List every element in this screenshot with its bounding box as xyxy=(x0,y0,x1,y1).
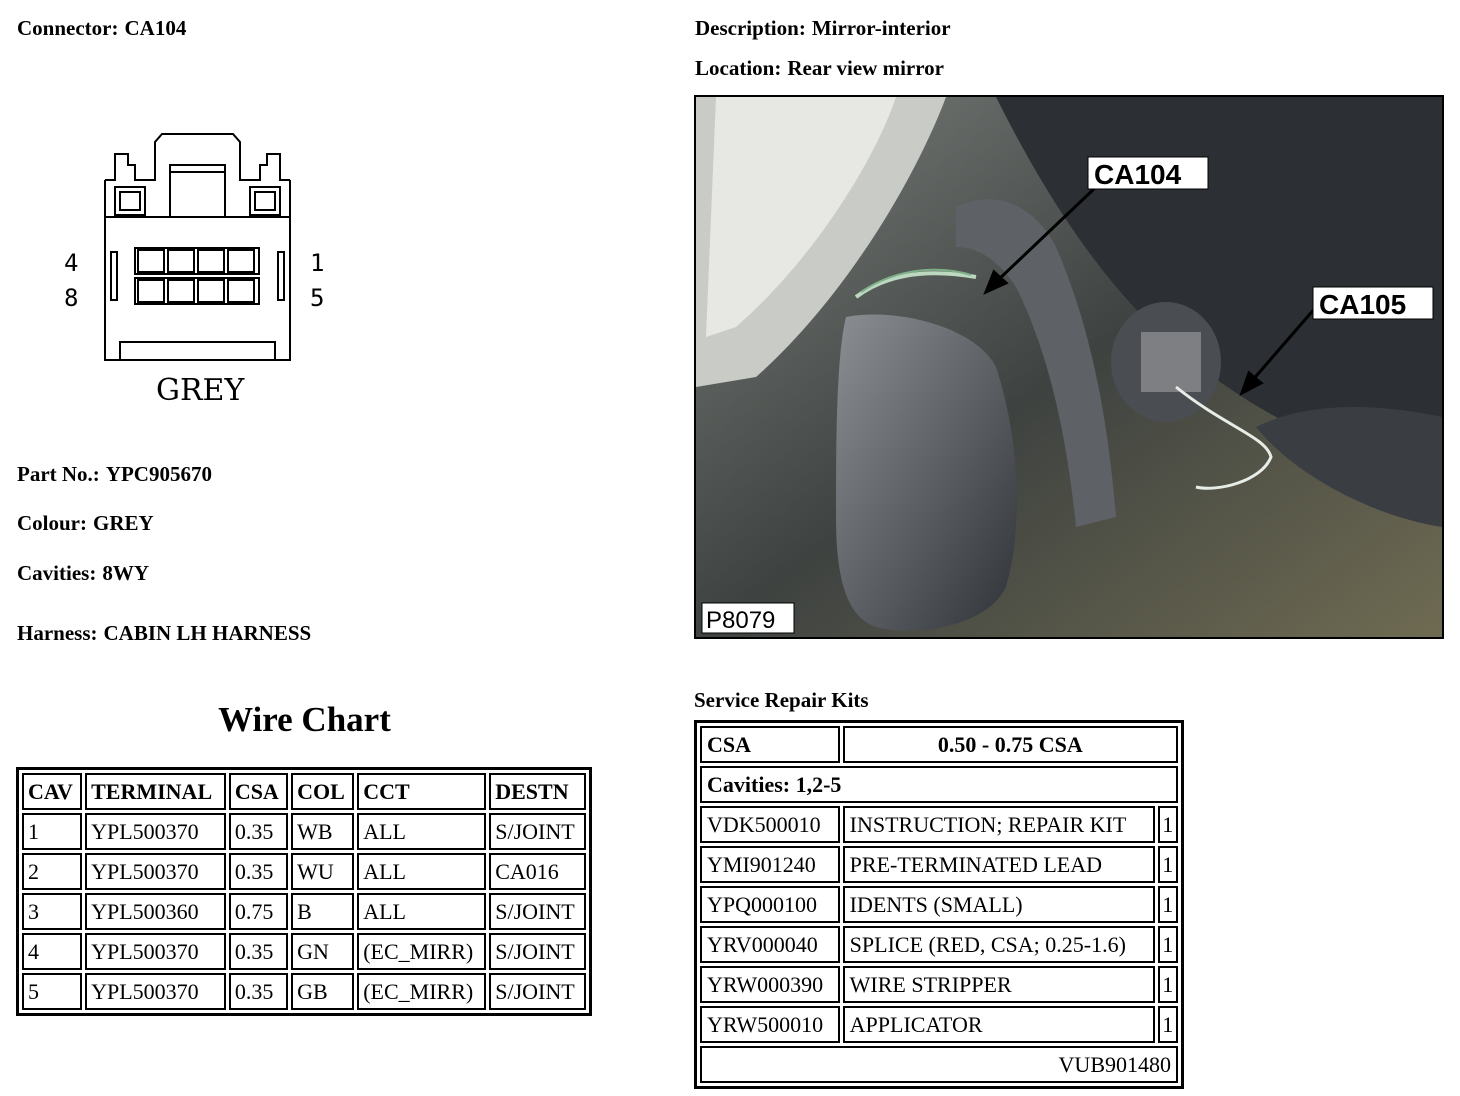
wire-chart-cell: CA016 xyxy=(489,853,586,890)
callout-ca105: CA105 xyxy=(1319,289,1407,320)
wire-chart-row xyxy=(22,813,586,850)
wire-chart-cell: YPL500360 xyxy=(85,893,226,930)
kit-part-number: YRW000390 xyxy=(700,966,840,1003)
kit-quantity: 1 xyxy=(1158,806,1178,843)
cavity-cell xyxy=(168,250,194,272)
wire-chart-cell: 0.75 xyxy=(229,893,288,930)
wire-chart-cell: YPL500370 xyxy=(85,853,226,890)
service-kits-table xyxy=(694,720,1184,1089)
wire-chart-header-cell: COL xyxy=(291,773,354,810)
wire-chart-cell: GB xyxy=(291,973,354,1010)
service-kits-title: Service Repair Kits xyxy=(694,688,869,712)
cavity-cell xyxy=(228,280,254,302)
pin-label-4: 4 xyxy=(64,249,79,277)
wire-chart-header-cell: TERMINAL xyxy=(85,773,226,810)
cavity-cell xyxy=(168,280,194,302)
kit-item-row xyxy=(700,966,1178,1003)
wire-chart-cell: WB xyxy=(291,813,354,850)
wire-chart-row xyxy=(22,933,586,970)
cavities: Cavities: 8WY xyxy=(17,561,149,585)
kit-cavities: Cavities: 1,2-5 xyxy=(700,766,1178,803)
wire-chart-cell: 1 xyxy=(22,813,82,850)
wire-chart-title: Wire Chart xyxy=(218,700,391,739)
wire-chart-row xyxy=(22,893,586,930)
cavity-cell xyxy=(138,250,164,272)
wire-chart-cell: S/JOINT xyxy=(489,973,586,1010)
kit-quantity: 1 xyxy=(1158,926,1178,963)
wire-chart-cell: 0.35 xyxy=(229,933,288,970)
wire-chart-row xyxy=(22,853,586,890)
kit-description: SPLICE (RED, CSA; 0.25-1.6) xyxy=(843,926,1155,963)
wire-chart-cell: WU xyxy=(291,853,354,890)
wire-chart-cell: (EC_MIRR) xyxy=(357,973,486,1010)
wire-chart-cell: S/JOINT xyxy=(489,813,586,850)
cavity-cell xyxy=(138,280,164,302)
kit-part-number: YRV000040 xyxy=(700,926,840,963)
wire-chart-cell: ALL xyxy=(357,813,486,850)
cavity-cell xyxy=(198,280,224,302)
kit-description: IDENTS (SMALL) xyxy=(843,886,1155,923)
wire-chart-cell: ALL xyxy=(357,893,486,930)
part-number: Part No.: YPC905670 xyxy=(17,462,212,486)
connector-colour-text: GREY xyxy=(156,373,245,408)
wire-chart-cell: 4 xyxy=(22,933,82,970)
kit-item-row xyxy=(700,1006,1178,1043)
wire-chart-header-cell: DESTN xyxy=(489,773,586,810)
wire-chart-cell: 0.35 xyxy=(229,813,288,850)
kit-quantity: 1 xyxy=(1158,966,1178,1003)
pin-label-5: 5 xyxy=(310,284,325,312)
cavity-cell xyxy=(198,250,224,272)
wire-chart-cell: 0.35 xyxy=(229,853,288,890)
kit-description: PRE-TERMINATED LEAD xyxy=(843,846,1155,883)
kit-quantity: 1 xyxy=(1158,1006,1178,1043)
wire-chart-cell: 2 xyxy=(22,853,82,890)
pin-label-8: 8 xyxy=(64,284,79,312)
description-label: Description: Mirror-interior xyxy=(695,16,951,40)
wire-chart-cell: 0.35 xyxy=(229,973,288,1010)
wire-chart-row xyxy=(22,973,586,1010)
kit-footer-row xyxy=(700,1046,1178,1083)
cavities-row xyxy=(700,766,1178,803)
wire-chart-cell: ALL xyxy=(357,853,486,890)
kit-description: APPLICATOR xyxy=(843,1006,1155,1043)
wire-chart-cell: YPL500370 xyxy=(85,933,226,970)
kit-footer-part: VUB901480 xyxy=(700,1046,1178,1083)
wire-chart-table xyxy=(16,767,592,1016)
wire-chart-cell: 5 xyxy=(22,973,82,1010)
wire-chart-cell: 3 xyxy=(22,893,82,930)
csa-label: CSA xyxy=(700,726,840,763)
colour: Colour: GREY xyxy=(17,511,154,535)
kit-description: INSTRUCTION; REPAIR KIT xyxy=(843,806,1155,843)
wire-chart-cell: B xyxy=(291,893,354,930)
csa-value: 0.50 - 0.75 CSA xyxy=(843,726,1178,763)
wire-chart-header-row xyxy=(22,773,586,810)
wire-chart-cell: S/JOINT xyxy=(489,893,586,930)
wire-chart-cell: YPL500370 xyxy=(85,813,226,850)
kit-quantity: 1 xyxy=(1158,846,1178,883)
callout-ca104: CA104 xyxy=(1094,159,1182,190)
connector-label: Connector: CA104 xyxy=(17,16,187,40)
wire-chart-header-cell: CAV xyxy=(22,773,82,810)
kit-part-number: YRW500010 xyxy=(700,1006,840,1043)
wire-chart-cell: S/JOINT xyxy=(489,933,586,970)
kit-quantity: 1 xyxy=(1158,886,1178,923)
kit-part-number: YMI901240 xyxy=(700,846,840,883)
harness: Harness: CABIN LH HARNESS xyxy=(17,621,312,645)
kit-part-number: VDK500010 xyxy=(700,806,840,843)
csa-row xyxy=(700,726,1178,763)
kit-item-row xyxy=(700,926,1178,963)
kit-part-number: YPQ000100 xyxy=(700,886,840,923)
wire-chart-header-cell: CSA xyxy=(229,773,288,810)
kit-item-row xyxy=(700,806,1178,843)
connector-diagram xyxy=(50,120,350,420)
wire-chart-cell: GN xyxy=(291,933,354,970)
kit-item-row xyxy=(700,886,1178,923)
photo-reference: P8079 xyxy=(706,607,776,634)
pin-label-1: 1 xyxy=(310,249,325,277)
wire-chart-header-cell: CCT xyxy=(357,773,486,810)
wire-chart-cell: YPL500370 xyxy=(85,973,226,1010)
mirror-photo xyxy=(694,95,1444,639)
kit-item-row xyxy=(700,846,1178,883)
wire-chart-cell: (EC_MIRR) xyxy=(357,933,486,970)
kit-description: WIRE STRIPPER xyxy=(843,966,1155,1003)
location-label: Location: Rear view mirror xyxy=(695,56,944,80)
cavity-cell xyxy=(228,250,254,272)
